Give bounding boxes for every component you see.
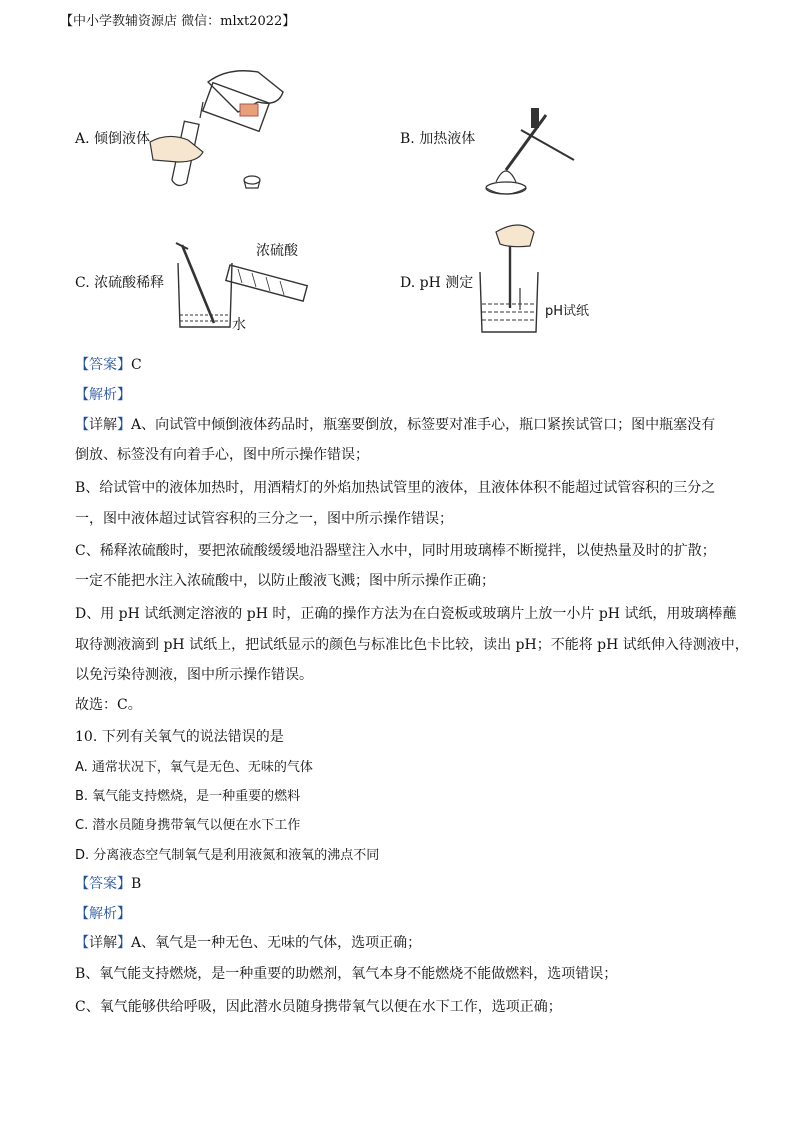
q10-stem: 10. 下列有关氧气的说法错误的是 (75, 729, 284, 745)
q10-answer: 【答案】B (75, 876, 142, 892)
q10-detail-line-1: 【详解】A、氧气是一种无色、无味的气体，选项正确； (75, 935, 422, 951)
option-c-label: C. 浓硫酸稀释 (75, 275, 165, 291)
q9-detail-line-6: 一定不能把水注入浓硫酸中，以防止酸液飞溅；图中所示操作正确； (75, 573, 495, 589)
heating-liquid-figure (476, 100, 581, 205)
water-label: 水 (232, 317, 246, 333)
page-header: 【中小学教辅资源店 微信：mlxt2022】 (60, 14, 296, 29)
q9-detail-line-5: C、稀释浓硫酸时，要把浓硫酸缓缓地沿器壁注入水中，同时用玻璃棒不断搅拌，以使热量及时的扩散； (75, 543, 716, 559)
pouring-liquid-figure (148, 62, 288, 192)
q9-detail-line-1: 【详解】A、向试管中倾倒液体药品时，瓶塞要倒放，标签要对准手心，瓶口紧挨试管口；图中瓶塞没有 (75, 417, 716, 433)
q10-analysis-heading: 【解析】 (75, 906, 131, 922)
option-a-label: A. 倾倒液体 (75, 131, 151, 147)
q9-detail-line-7: D、用 pH 试纸测定溶液的 pH 时，正确的操作方法为在白瓷板或玻璃片上放一小片 pH 试纸，用玻璃棒蘸 (75, 606, 737, 622)
q10-option-d: D. 分离液态空气制氧气是利用液氮和液氧的沸点不同 (75, 848, 380, 863)
q9-conclusion: 故选：C。 (75, 697, 142, 713)
q10-detail-line-2: B、氧气能支持燃烧，是一种重要的助燃剂，氧气本身不能燃烧不能做燃料，选项错误； (75, 966, 618, 982)
ph-paper-label: pH试纸 (545, 304, 590, 319)
q10-option-a: A. 通常状况下，氧气是无色、无味的气体 (75, 760, 313, 775)
q9-detail-line-3: B、给试管中的液体加热时，用酒精灯的外焰加热试管里的液体，且液体体积不能超过试管容积的三分之 (75, 480, 716, 496)
acid-label: 浓硫酸 (256, 243, 298, 259)
option-b-label: B. 加热液体 (400, 131, 476, 147)
q9-analysis-heading: 【解析】 (75, 387, 131, 403)
q9-detail-line-2: 倒放、标签没有向着手心，图中所示操作错误； (75, 447, 369, 463)
q9-detail-line-8: 取待测液滴到 pH 试纸上，把试纸显示的颜色与标准比色卡比较，读出 pH；不能将 pH 试纸伸入待测液中， (75, 637, 749, 653)
q9-detail-line-4: 一，图中液体超过试管容积的三分之一，图中所示操作错误； (75, 511, 453, 527)
ph-test-figure (470, 218, 550, 336)
q10-detail-line-3: C、氧气能够供给呼吸，因此潜水员随身携带氧气以便在水下工作，选项正确； (75, 999, 562, 1015)
q9-detail-line-9: 以免污染待测液，图中所示操作错误。 (75, 667, 313, 683)
q10-option-c: C. 潜水员随身携带氧气以便在水下工作 (75, 818, 301, 833)
q9-answer: 【答案】C (75, 357, 142, 373)
q10-option-b: B. 氧气能支持燃烧，是一种重要的燃料 (75, 789, 301, 804)
option-d-label: D. pH 测定 (400, 275, 474, 291)
